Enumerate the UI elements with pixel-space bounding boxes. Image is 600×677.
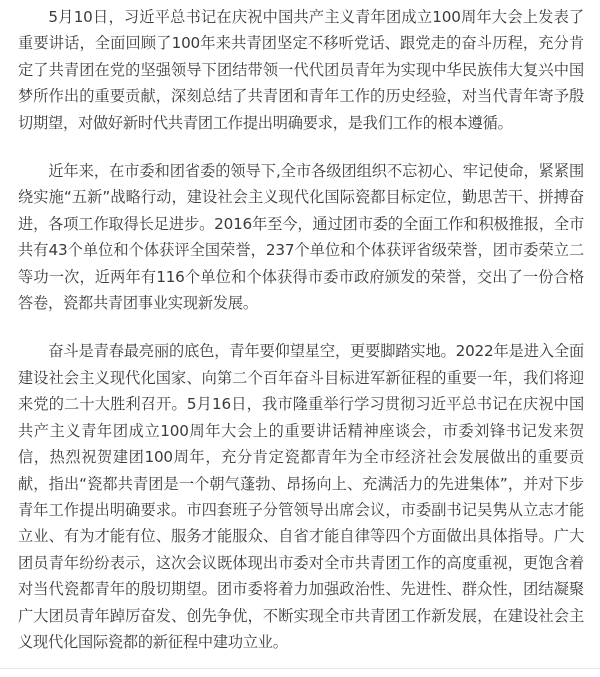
article-body: [18, 4, 584, 677]
paragraph-speech-summary: 5月10日，习近平总书记在庆祝中国共产主义青年团成立100周年大会上发表了重要讲话，全面回顾了100年来共青团坚定不移听党话、跟党走的奋斗历程，充分肯定了共青团在党的坚强领导下团结带领一代代团员青年为实现中华民族伟大复兴中国梦所作出的重要贡献，深刻总结了共青团和青年工作的历史经验，对当代青年寄予殷切期望，对做好新时代共青团工作提出明确要求，是我们工作的根本遵循。: [18, 8, 584, 132]
paragraph-achievements: 近年来，在市委和团省委的领导下,全市各级团组织不忘初心、牢记使命，紧紧围绕实施“五新”战略行动，建设社会主义现代化国际瓷都目标定位，勤思苦干、拼搏奋进，各项工作取得长足进步。2016年至今，通过团市委的全面工作和积极推报，全市共有43个单位和个体获评全国荣誉，237个单位和个体获评省级荣誉，团市委荣立二等功一次，近两年有116个单位和个体获得市委市政府颁发的荣誉，交出了一份合格答卷，瓷都共青团事业实现新发展。: [18, 162, 584, 313]
paragraph-symposium: 奋斗是青春最亮丽的底色，青年要仰望星空，更要脚踏实地。2022年是进入全面建设社会主义现代化国家、向第二个百年奋斗目标进军新征程的重要一年，我们将迎来党的二十大胜利召开。5月16日，我市隆重举行学习贯彻习近平总书记在庆祝中国共产主义青年团成立100周年大会上的重要讲话精神座谈会，市委刘锋书记发来贺信，热烈祝贺建团100周年，充分肯定瓷都青年为全市经济社会发展做出的重要贡献，指出“瓷都共青团是一个朝气蓬勃、昂扬向上、充满活力的先进集体”，并对下步青年工作提出明确要求。市四套班子分管领导出席会议，市委副书记吴隽从立志才能立业、有为才能有位、服务才能服众、自省才能自律等四个方面做出具体指导。广大团员青年纷纷表示，这次会议既体现出市委对全市共青团工作的高度重视，更饱含着对当代瓷都青年的殷切期望。团市委将着力加强政治性、先进性、群众性，团结凝聚广大团员青年踔厉奋发、创先争优，不断实现全市共青团工作新发展，在建设社会主义现代化国际瓷都的新征程中建功立业。: [18, 342, 584, 651]
bottom-divider: [0, 668, 600, 669]
